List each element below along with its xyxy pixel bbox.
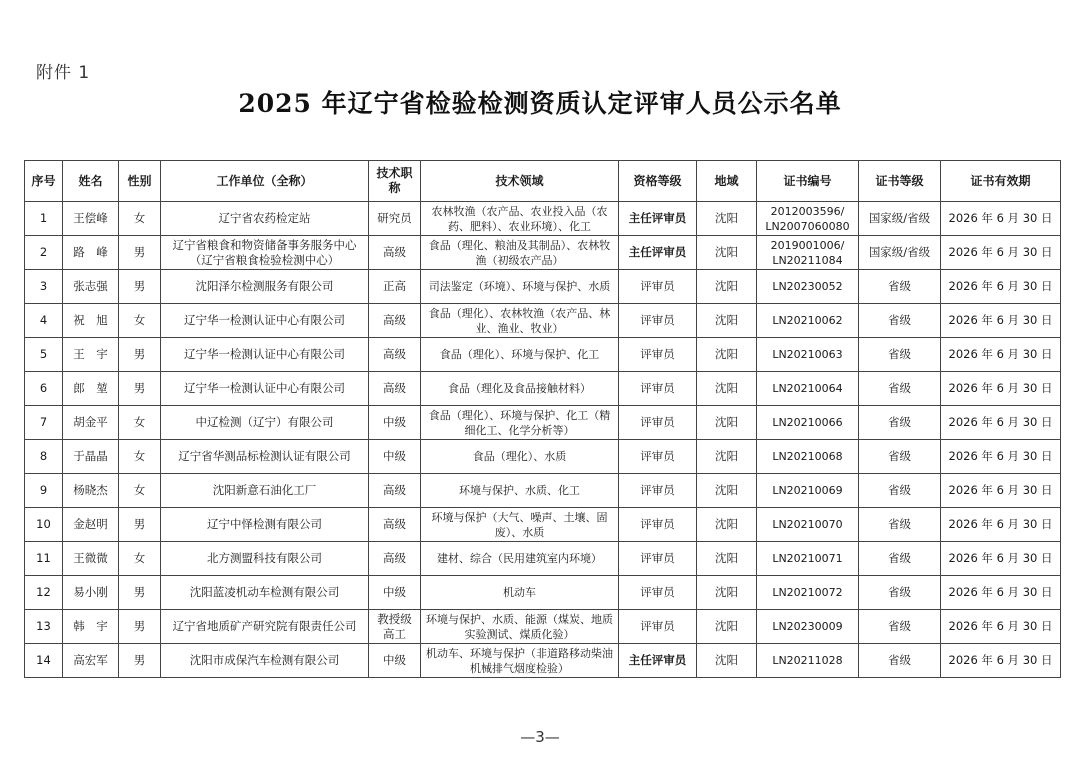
cell-no: 8 (25, 440, 63, 474)
cell-cert-level: 省级 (859, 610, 941, 644)
cell-field: 食品（理化）、水质 (421, 440, 619, 474)
cell-cert-level: 省级 (859, 644, 941, 678)
cell-unit: 辽宁华一检测认证中心有限公司 (161, 372, 369, 406)
cell-field: 机动车、环境与保护（非道路移动柴油机械排气烟度检验） (421, 644, 619, 678)
cell-gender: 男 (119, 508, 161, 542)
cell-cert-level: 省级 (859, 338, 941, 372)
cell-grade: 主任评审员 (619, 202, 697, 236)
header-cert-no: 证书编号 (757, 161, 859, 202)
cell-title: 中级 (369, 576, 421, 610)
table-row (25, 202, 1061, 236)
header-title: 技术职称 (369, 161, 421, 202)
cell-region: 沈阳 (697, 610, 757, 644)
cell-cert-level: 省级 (859, 542, 941, 576)
cell-unit: 辽宁华一检测认证中心有限公司 (161, 338, 369, 372)
cell-grade: 评审员 (619, 610, 697, 644)
cell-field: 环境与保护（大气、噪声、土壤、固废）、水质 (421, 508, 619, 542)
table-row (25, 338, 1061, 372)
page-number: —3— (520, 728, 560, 746)
cell-no: 3 (25, 270, 63, 304)
cell-cert-no: LN20230009 (757, 610, 859, 644)
cell-unit: 沈阳蓝凌机动车检测有限公司 (161, 576, 369, 610)
cell-grade: 主任评审员 (619, 644, 697, 678)
cell-validity: 2026 年 6 月 30 日 (941, 202, 1061, 236)
cell-no: 12 (25, 576, 63, 610)
cell-validity: 2026 年 6 月 30 日 (941, 304, 1061, 338)
cell-no: 5 (25, 338, 63, 372)
cell-name: 易小刚 (63, 576, 119, 610)
cell-gender: 男 (119, 236, 161, 270)
cell-gender: 男 (119, 270, 161, 304)
cell-grade: 评审员 (619, 440, 697, 474)
cell-validity: 2026 年 6 月 30 日 (941, 576, 1061, 610)
cell-field: 食品（理化）、环境与保护、化工（精细化工、化学分析等） (421, 406, 619, 440)
cell-cert-no: LN20210062 (757, 304, 859, 338)
cell-field: 食品（理化）、农林牧渔（农产品、林业、渔业、牧业） (421, 304, 619, 338)
cell-no: 7 (25, 406, 63, 440)
cell-cert-no: LN20210070 (757, 508, 859, 542)
cell-title: 高级 (369, 372, 421, 406)
cell-region: 沈阳 (697, 542, 757, 576)
table-row (25, 576, 1061, 610)
cell-unit: 辽宁省华测品标检测认证有限公司 (161, 440, 369, 474)
cell-title: 高级 (369, 338, 421, 372)
cell-name: 胡金平 (63, 406, 119, 440)
cell-no: 1 (25, 202, 63, 236)
cell-region: 沈阳 (697, 338, 757, 372)
cell-unit: 辽宁省粮食和物资储备事务服务中心（辽宁省粮食检验检测中心） (161, 236, 369, 270)
cell-name: 王微微 (63, 542, 119, 576)
header-validity: 证书有效期 (941, 161, 1061, 202)
cell-cert-no: LN20210063 (757, 338, 859, 372)
cell-region: 沈阳 (697, 474, 757, 508)
cell-unit: 沈阳新意石油化工厂 (161, 474, 369, 508)
cell-title: 研究员 (369, 202, 421, 236)
cell-name: 祝 旭 (63, 304, 119, 338)
cell-no: 13 (25, 610, 63, 644)
cell-name: 杨晓杰 (63, 474, 119, 508)
header-gender: 性别 (119, 161, 161, 202)
cell-validity: 2026 年 6 月 30 日 (941, 508, 1061, 542)
cell-name: 张志强 (63, 270, 119, 304)
cell-gender: 男 (119, 610, 161, 644)
cell-no: 2 (25, 236, 63, 270)
cell-region: 沈阳 (697, 644, 757, 678)
cell-grade: 评审员 (619, 542, 697, 576)
cell-field: 环境与保护、水质、能源（煤炭、地质实验测试、煤质化验） (421, 610, 619, 644)
table-row (25, 236, 1061, 270)
cell-validity: 2026 年 6 月 30 日 (941, 236, 1061, 270)
cell-unit: 辽宁省地质矿产研究院有限责任公司 (161, 610, 369, 644)
header-unit: 工作单位（全称） (161, 161, 369, 202)
cell-grade: 评审员 (619, 508, 697, 542)
cell-cert-level: 省级 (859, 508, 941, 542)
table-row (25, 440, 1061, 474)
cell-validity: 2026 年 6 月 30 日 (941, 474, 1061, 508)
cell-cert-level: 省级 (859, 372, 941, 406)
cell-name: 路 峰 (63, 236, 119, 270)
cell-title: 高级 (369, 508, 421, 542)
cell-cert-level: 省级 (859, 304, 941, 338)
cell-cert-no: LN20210068 (757, 440, 859, 474)
cell-unit: 沈阳泽尔检测服务有限公司 (161, 270, 369, 304)
cell-no: 4 (25, 304, 63, 338)
table-row (25, 610, 1061, 644)
document-title: 2025 年辽宁省检验检测资质认定评审人员公示名单 (238, 89, 842, 118)
cell-grade: 评审员 (619, 474, 697, 508)
cell-field: 食品（理化）、环境与保护、化工 (421, 338, 619, 372)
cell-gender: 女 (119, 440, 161, 474)
header-cert-level: 证书等级 (859, 161, 941, 202)
cell-gender: 男 (119, 576, 161, 610)
cell-validity: 2026 年 6 月 30 日 (941, 270, 1061, 304)
cell-no: 11 (25, 542, 63, 576)
table-row (25, 406, 1061, 440)
cell-gender: 男 (119, 644, 161, 678)
cell-name: 于晶晶 (63, 440, 119, 474)
cell-unit: 辽宁省农药检定站 (161, 202, 369, 236)
cell-field: 食品（理化、粮油及其制品）、农林牧渔（初级农产品） (421, 236, 619, 270)
cell-grade: 评审员 (619, 338, 697, 372)
cell-cert-no: LN20210072 (757, 576, 859, 610)
cell-title: 高级 (369, 542, 421, 576)
cell-cert-level: 省级 (859, 440, 941, 474)
cell-field: 农林牧渔（农产品、农业投入品（农药、肥料）、农业环境）、化工 (421, 202, 619, 236)
cell-unit: 北方测盟科技有限公司 (161, 542, 369, 576)
cell-name: 金赵明 (63, 508, 119, 542)
header-region: 地域 (697, 161, 757, 202)
cell-cert-level: 国家级/省级 (859, 236, 941, 270)
cell-field: 食品（理化及食品接触材料） (421, 372, 619, 406)
cell-gender: 女 (119, 202, 161, 236)
table-header-row (25, 161, 1061, 202)
header-name: 姓名 (63, 161, 119, 202)
cell-field: 司法鉴定（环境）、环境与保护、水质 (421, 270, 619, 304)
cell-validity: 2026 年 6 月 30 日 (941, 440, 1061, 474)
table-row (25, 372, 1061, 406)
cell-validity: 2026 年 6 月 30 日 (941, 338, 1061, 372)
cell-title: 高级 (369, 236, 421, 270)
cell-cert-no: LN20210071 (757, 542, 859, 576)
cell-validity: 2026 年 6 月 30 日 (941, 406, 1061, 440)
cell-gender: 男 (119, 372, 161, 406)
cell-cert-no: 2012003596/ LN2007060080 (757, 202, 859, 236)
cell-title: 中级 (369, 406, 421, 440)
cell-title: 中级 (369, 440, 421, 474)
cell-title: 中级 (369, 644, 421, 678)
cell-no: 10 (25, 508, 63, 542)
cell-field: 机动车 (421, 576, 619, 610)
table-body (25, 202, 1061, 678)
header-field: 技术领域 (421, 161, 619, 202)
attachment-label: 附件 1 (36, 63, 91, 83)
cell-no: 9 (25, 474, 63, 508)
cell-cert-level: 国家级/省级 (859, 202, 941, 236)
cell-region: 沈阳 (697, 372, 757, 406)
cell-name: 王 宇 (63, 338, 119, 372)
cell-name: 王偿峰 (63, 202, 119, 236)
cell-validity: 2026 年 6 月 30 日 (941, 542, 1061, 576)
cell-name: 高宏军 (63, 644, 119, 678)
cell-grade: 主任评审员 (619, 236, 697, 270)
cell-gender: 女 (119, 542, 161, 576)
cell-validity: 2026 年 6 月 30 日 (941, 610, 1061, 644)
cell-validity: 2026 年 6 月 30 日 (941, 372, 1061, 406)
cell-validity: 2026 年 6 月 30 日 (941, 644, 1061, 678)
cell-field: 建材、综合（民用建筑室内环境） (421, 542, 619, 576)
cell-cert-level: 省级 (859, 270, 941, 304)
cell-unit: 沈阳市成保汽车检测有限公司 (161, 644, 369, 678)
table-row (25, 508, 1061, 542)
cell-grade: 评审员 (619, 576, 697, 610)
cell-title: 教授级高工 (369, 610, 421, 644)
cell-unit: 辽宁中怿检测有限公司 (161, 508, 369, 542)
cell-gender: 男 (119, 338, 161, 372)
cell-name: 韩 宇 (63, 610, 119, 644)
cell-title: 高级 (369, 304, 421, 338)
cell-cert-no: LN20211028 (757, 644, 859, 678)
cell-region: 沈阳 (697, 406, 757, 440)
cell-grade: 评审员 (619, 406, 697, 440)
cell-region: 沈阳 (697, 576, 757, 610)
cell-unit: 中辽检测（辽宁）有限公司 (161, 406, 369, 440)
reviewer-table (24, 160, 1061, 678)
cell-cert-level: 省级 (859, 406, 941, 440)
cell-title: 正高 (369, 270, 421, 304)
cell-grade: 评审员 (619, 372, 697, 406)
cell-cert-no: LN20210066 (757, 406, 859, 440)
cell-cert-no: LN20210069 (757, 474, 859, 508)
cell-cert-no: LN20230052 (757, 270, 859, 304)
cell-no: 14 (25, 644, 63, 678)
table-row (25, 542, 1061, 576)
cell-gender: 女 (119, 304, 161, 338)
cell-grade: 评审员 (619, 270, 697, 304)
cell-gender: 女 (119, 474, 161, 508)
table-row (25, 304, 1061, 338)
cell-region: 沈阳 (697, 508, 757, 542)
cell-no: 6 (25, 372, 63, 406)
cell-region: 沈阳 (697, 270, 757, 304)
table-row (25, 474, 1061, 508)
cell-region: 沈阳 (697, 236, 757, 270)
cell-cert-level: 省级 (859, 474, 941, 508)
table-row (25, 644, 1061, 678)
cell-region: 沈阳 (697, 202, 757, 236)
cell-region: 沈阳 (697, 304, 757, 338)
cell-cert-no: 2019001006/ LN20211084 (757, 236, 859, 270)
cell-cert-no: LN20210064 (757, 372, 859, 406)
table-row (25, 270, 1061, 304)
cell-gender: 女 (119, 406, 161, 440)
cell-field: 环境与保护、水质、化工 (421, 474, 619, 508)
cell-unit: 辽宁华一检测认证中心有限公司 (161, 304, 369, 338)
header-no: 序号 (25, 161, 63, 202)
header-grade: 资格等级 (619, 161, 697, 202)
cell-region: 沈阳 (697, 440, 757, 474)
cell-cert-level: 省级 (859, 576, 941, 610)
cell-grade: 评审员 (619, 304, 697, 338)
cell-name: 郎 堃 (63, 372, 119, 406)
cell-title: 高级 (369, 474, 421, 508)
